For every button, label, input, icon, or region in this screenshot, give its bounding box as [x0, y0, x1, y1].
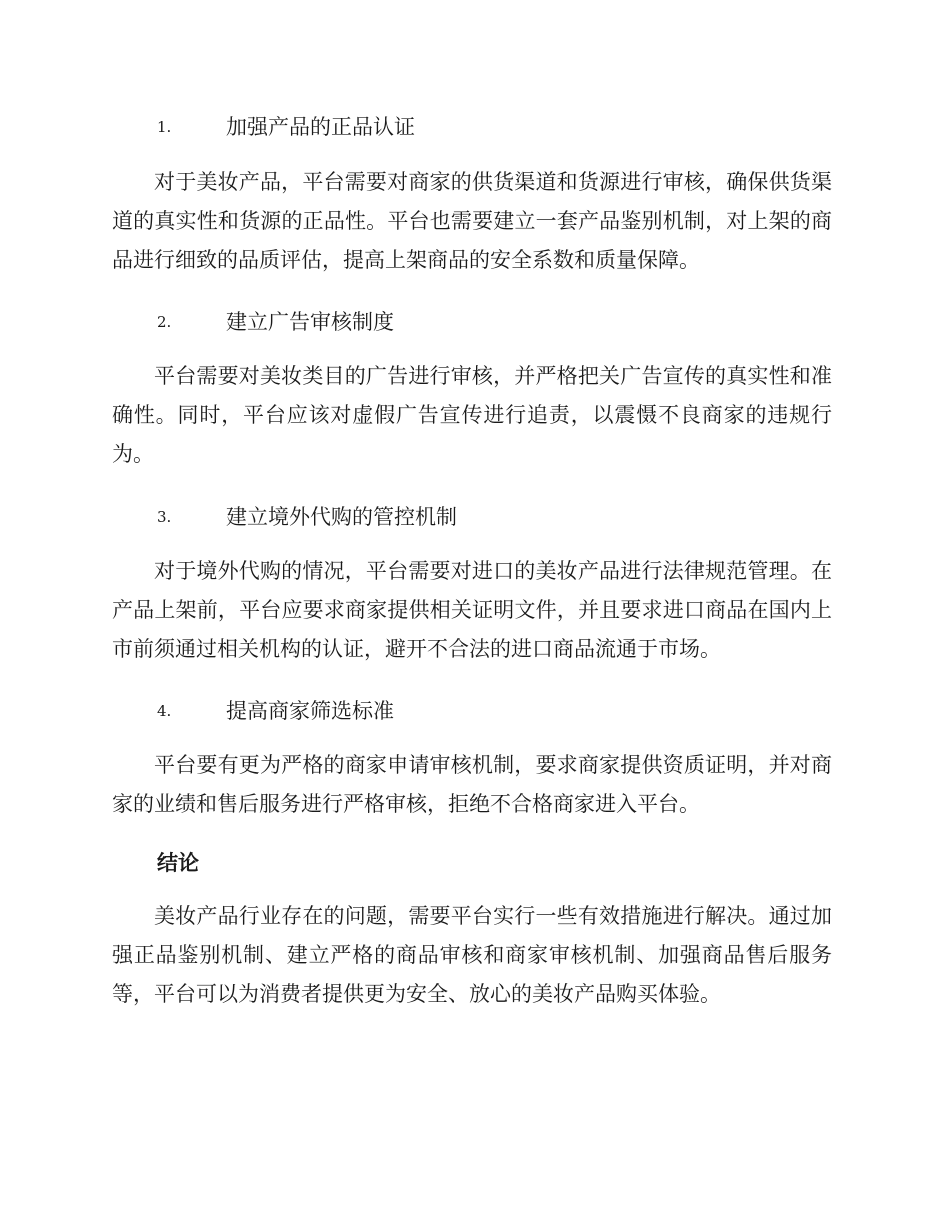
- conclusion-title: 结论: [157, 850, 199, 875]
- section-paragraph-4: 平台要有更为严格的商家申请审核机制，要求商家提供资质证明，并对商家的业绩和售后服务进行严格审核，拒绝不合格商家进入平台。: [112, 753, 832, 816]
- section-heading-4: [0, 696, 950, 726]
- section-heading-3: [0, 502, 950, 532]
- section-heading-1: [0, 112, 950, 142]
- section-number: 2.: [157, 313, 172, 331]
- section-paragraph-1: 对于美妆产品，平台需要对商家的供货渠道和货源进行审核，确保供货渠道的真实性和货源的正品性。平台也需要建立一套产品鉴别机制，对上架的商品进行细致的品质评估，提高上架商品的安全系数和质量保障。: [112, 170, 832, 272]
- section-number: 1.: [157, 118, 172, 136]
- section-title: 建立广告审核制度: [226, 310, 394, 334]
- section-number: 3.: [157, 508, 172, 526]
- section-paragraph-2: 平台需要对美妆类目的广告进行审核，并严格把关广告宣传的真实性和准确性。同时，平台应该对虚假广告宣传进行追责，以震慑不良商家的违规行为。: [112, 364, 832, 466]
- section-title: 提高商家筛选标准: [226, 699, 394, 723]
- section-title: 加强产品的正品认证: [226, 115, 415, 139]
- conclusion-paragraph: 美妆产品行业存在的问题，需要平台实行一些有效措施进行解决。通过加强正品鉴别机制、建立严格的商品审核和商家审核机制、加强商品售后服务等，平台可以为消费者提供更为安全、放心的美妆产品购买体验。: [112, 904, 832, 1006]
- section-number: 4.: [157, 702, 172, 720]
- section-title: 建立境外代购的管控机制: [226, 505, 457, 529]
- section-heading-2: [0, 307, 950, 337]
- section-paragraph-3: 对于境外代购的情况，平台需要对进口的美妆产品进行法律规范管理。在产品上架前，平台应要求商家提供相关证明文件，并且要求进口商品在国内上市前须通过相关机构的认证，避开不合法的进口商品流通于市场。: [112, 559, 832, 661]
